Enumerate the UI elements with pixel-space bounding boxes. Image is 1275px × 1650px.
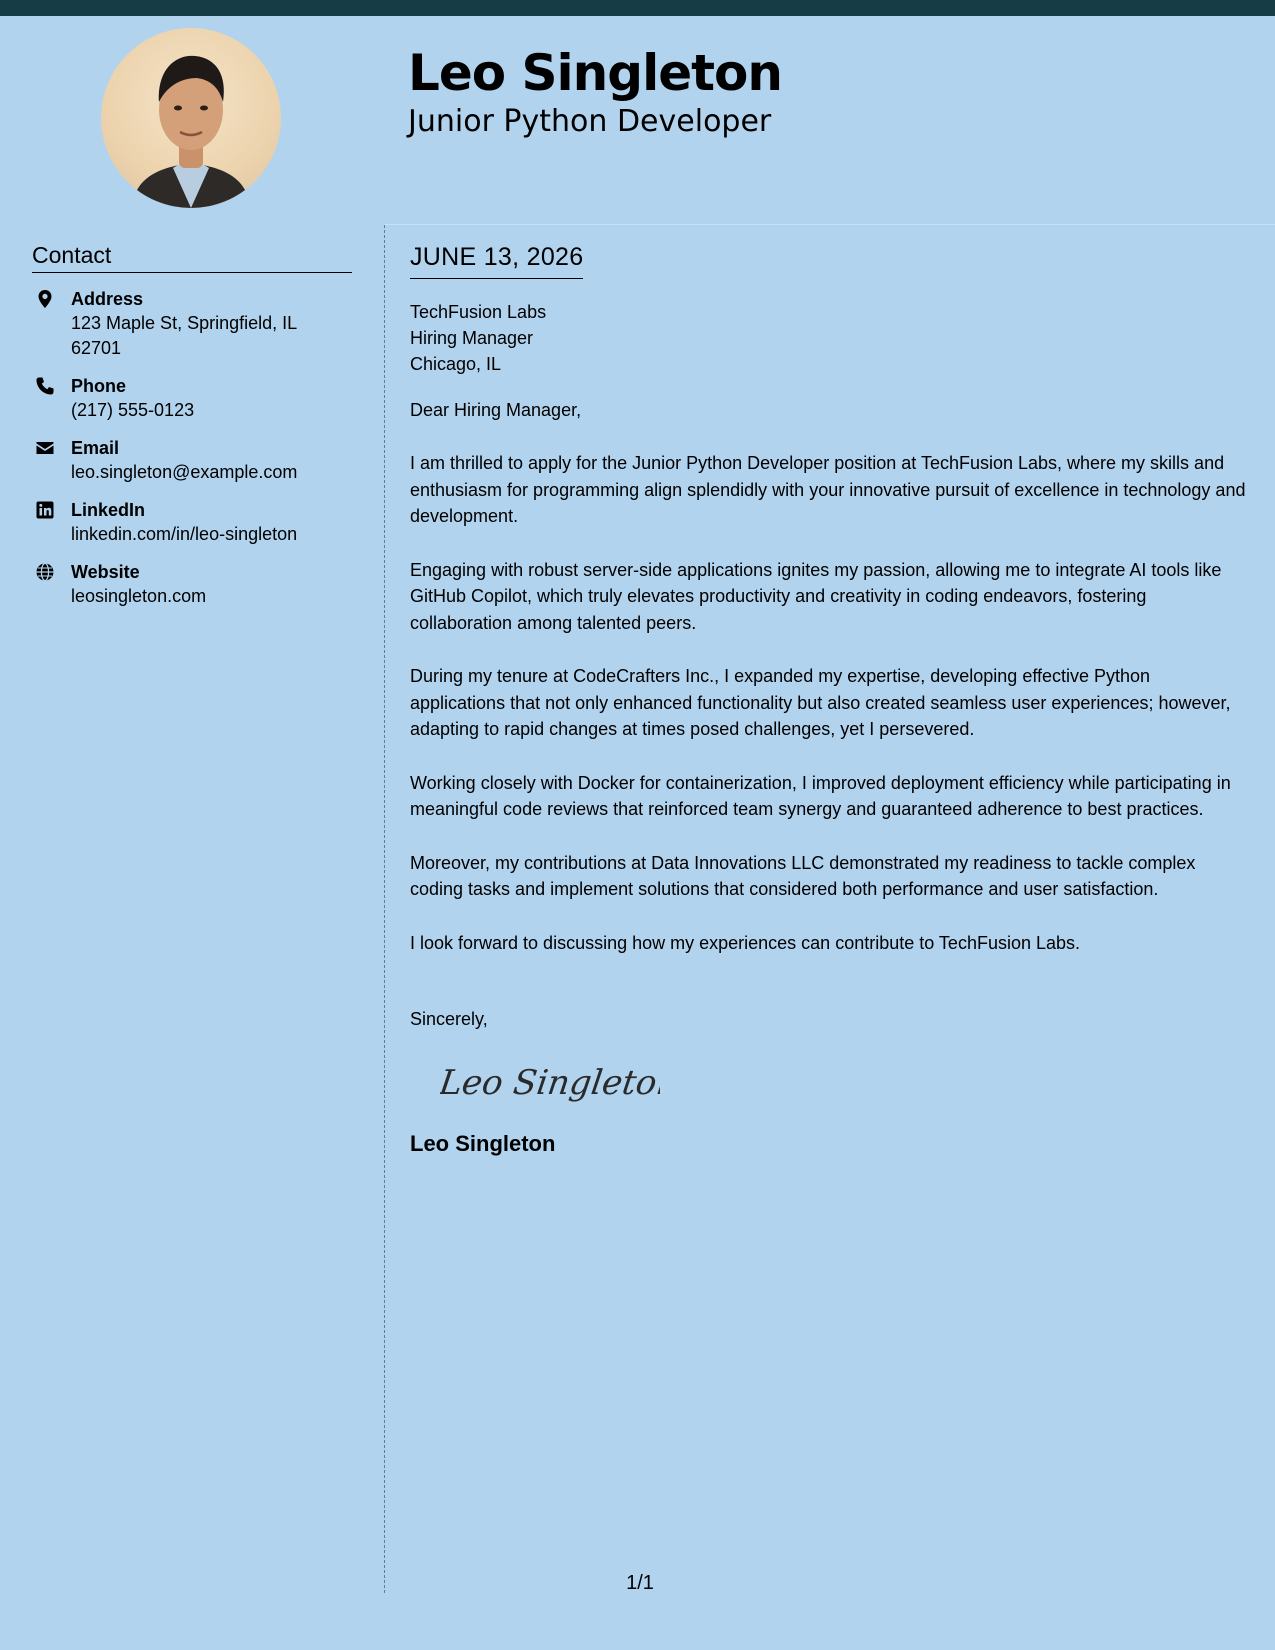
map-pin-icon — [35, 289, 55, 309]
contact-sidebar — [32, 240, 352, 609]
letter-date: JUNE 13, 2026 — [410, 240, 583, 279]
svg-text:Leo Singleton: Leo Singleton — [440, 1063, 660, 1103]
contact-heading: Contact — [32, 240, 352, 273]
profile-photo — [101, 28, 281, 208]
contact-email — [32, 436, 352, 485]
linkedin-value: linkedin.com/in/leo-singleton — [71, 524, 298, 544]
phone-value: (217) 555-0123 — [71, 400, 195, 420]
email-value: leo.singleton@example.com — [71, 462, 298, 482]
envelope-icon — [35, 438, 55, 458]
applicant-role: Junior Python Developer — [408, 104, 772, 139]
paragraph: Working closely with Docker for containerization, I improved deployment efficiency while participating in meaningful code reviews that reinforced team synergy and guaranteed adherence to best practices. — [410, 772, 1231, 819]
applicant-name: Leo Singleton — [408, 44, 782, 102]
paragraph: I am thrilled to apply for the Junior Python Developer position at TechFusion Labs, where my skills and enthusiasm for programming align splendidly with your innovative pursuit of excellence in technology and development. — [410, 453, 1246, 526]
column-divider — [384, 225, 385, 1593]
salutation: Dear Hiring Manager, — [410, 400, 582, 420]
page-number: 1/1 — [626, 1572, 654, 1594]
contact-label: Email — [71, 438, 120, 458]
profile-photo-image — [101, 28, 281, 208]
paragraph: Engaging with robust server-side applications ignites my passion, allowing me to integrate AI tools like GitHub Copilot, which truly elevates productivity and creativity in coding endeavors, fostering collaboration among talented peers. — [410, 559, 1222, 633]
contact-phone — [32, 374, 352, 423]
contact-label: Phone — [71, 376, 127, 396]
recipient-location: Chicago, IL — [410, 354, 502, 374]
contact-label: LinkedIn — [71, 500, 146, 520]
recipient-block — [410, 299, 1250, 377]
website-value: leosingleton.com — [71, 586, 207, 606]
paragraph: I look forward to discussing how my experiences can contribute to TechFusion Labs. — [410, 932, 1081, 953]
letter-body — [410, 240, 1250, 1159]
paragraph: Moreover, my contributions at Data Innovations LLC demonstrated my readiness to tackle complex coding tasks and implement solutions that considered both performance and user satisfaction. — [410, 852, 1196, 899]
recipient-company: TechFusion Labs — [410, 302, 547, 322]
contact-label: Website — [71, 562, 140, 582]
linkedin-icon — [35, 500, 55, 520]
contact-website — [32, 560, 352, 609]
contact-linkedin — [32, 498, 352, 547]
address-value: 123 Maple St, Springfield, IL 62701 — [71, 313, 297, 358]
signature-image — [440, 1052, 660, 1112]
contact-address — [32, 287, 352, 361]
header-divider — [384, 224, 1275, 225]
phone-icon — [35, 376, 55, 396]
recipient-title: Hiring Manager — [410, 328, 534, 348]
closing: Sincerely, — [410, 1009, 488, 1029]
signed-name: Leo Singleton — [410, 1131, 556, 1156]
paragraph: During my tenure at CodeCrafters Inc., I expanded my expertise, developing effective Python applications that not only enhanced functionality but also created seamless user experiences; however, adapting to rapid changes at times posed challenges, yet I persevered. — [410, 666, 1231, 739]
globe-icon — [35, 562, 55, 582]
top-accent-bar — [0, 0, 1275, 16]
contact-label: Address — [71, 289, 144, 309]
